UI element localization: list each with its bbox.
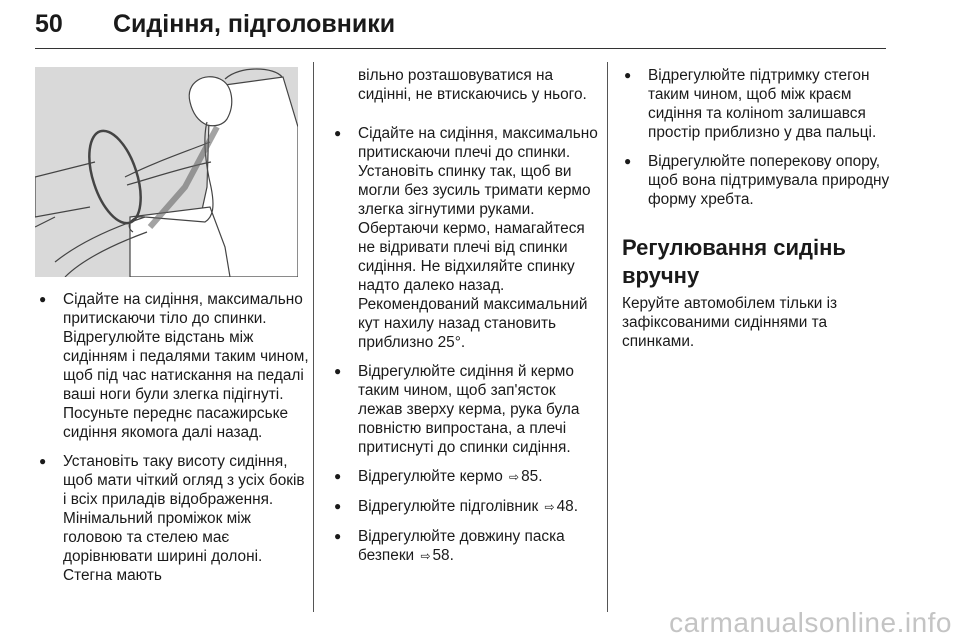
watermark: carmanualsonline.info [669,607,952,638]
section-heading: Регулювання сидінь вручну [622,235,846,288]
page-title: Сидіння, підголовники [113,10,396,38]
list-item-text: Відрегулюйте кермо [358,468,503,485]
list-item: ● Відрегулюйте поперекову опору, щоб вона підтримувала природну форму хребта. [620,152,890,209]
list-item: ● Сідайте на сидіння, максимально притискаючи тіло до спинки. Відрегулюйте відстань між сидінням і педалями таким чином, щоб під час натискання на педалі ваші ноги були злегка підігнуті. Посуньте переднє пасажирське сидіння якомога далі назад. [35,290,310,442]
list-item: ● Відрегулюйте підтримку стегон таким чином, щоб між краєм сидіння та колінom залишався простір приблизно у два пальці. [620,66,890,142]
list-item: ● Відрегулюйте сидіння й кермо таким чином, щоб зап'ясток лежав зверху керма, рука була повністю випростана, а плечі притиснуті до спинки сидіння. [330,362,600,457]
page-ref-arrow-icon: ⇨ [544,500,555,514]
page-ref-link[interactable]: 58. [432,547,454,564]
middle-bullet-list [330,124,600,576]
page-header [35,10,885,46]
page-ref-link[interactable]: 85. [521,468,543,485]
column-divider-left [313,62,314,612]
list-item-text: Відрегулюйте довжину паска безпеки [358,528,565,564]
list-item-with-ref [330,527,600,566]
page-number: 50 [35,10,63,38]
header-rule [35,48,886,49]
list-item-text: Відрегулюйте підголівник [358,498,539,515]
driver-seated-illustration [35,67,298,277]
page-ref-link[interactable]: 48. [556,498,578,515]
list-item: ● Сідайте на сидіння, максимально притискаючи плечі до спинки. Установіть спинку так, щоб ви могли без зусиль тримати кермо злегка зігнутими руками. Обертаючи кермо, намагайтеся не відривати плечі від спинки сидіння. Не відхиляйте спинку надто далеко назад. Рекомендований максимальний кут нахилу назад становить приблизно 25°. [330,124,600,352]
list-item-with-ref [330,497,600,517]
continued-paragraph: вільно розташовуватися на сидінні, не втискаючись у нього. [358,67,587,103]
section-paragraph: Керуйте автомобілем тільки із зафіксованими сидіннями та спинками. [622,295,838,350]
left-bullet-list [35,290,310,595]
list-item-with-ref [330,467,600,487]
list-item: ● Установіть таку висоту сидіння, щоб мати чіткий огляд з усіх боків і всіх приладів відображення. Мінімальний проміжок між головою та стелею має дорівнювати ширині долоні. Стегна мають [35,452,310,585]
page-ref-arrow-icon: ⇨ [509,470,520,484]
right-bullet-list [620,66,890,219]
page-ref-arrow-icon: ⇨ [420,549,431,563]
column-divider-right [607,62,608,612]
driver-seated-icon [35,67,298,277]
